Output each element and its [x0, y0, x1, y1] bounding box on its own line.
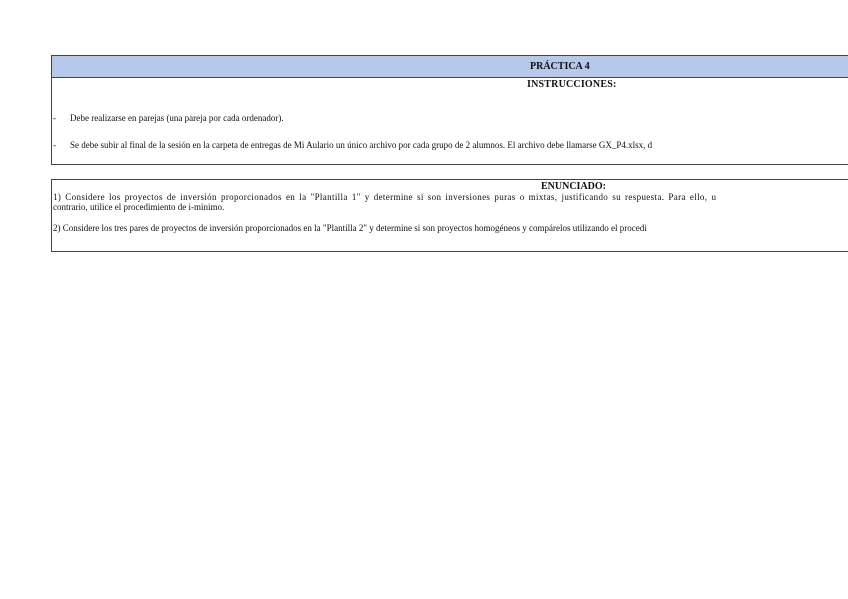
- statement-line-2: 2) Considere los tres pares de proyectos de inversión proporcionados en la "Plantilla 2" y determine si son proyectos homogéneos y compárelos utilizando el procedi: [53, 223, 647, 233]
- bullet-dash: -: [53, 140, 56, 150]
- statement-section: [51, 179, 848, 252]
- practice-title: PRÁCTICA 4: [530, 61, 590, 72]
- instruction-text: Se debe subir al final de la sesión en la carpeta de entregas de Mi Aulario un único archivo por cada grupo de 2 alumnos. El archivo debe llamarse GX_P4.xlsx, d: [70, 140, 653, 150]
- bullet-dash: -: [53, 113, 56, 123]
- instructions-section: [51, 55, 848, 165]
- statement-line-1: 1) Considere los proyectos de inversión proporcionados en la "Plantilla 1" y determine si son inversiones puras o mixtas, justificando su respuesta. Para ello, u: [53, 192, 717, 202]
- instructions-heading: INSTRUCCIONES:: [527, 79, 617, 90]
- spreadsheet-page: [51, 0, 848, 599]
- statement-heading: ENUNCIADO:: [541, 181, 606, 192]
- statement-line-1-continuation: contrario, utilice el procedimiento de i-mínimo.: [53, 202, 225, 212]
- instruction-text: Debe realizarse en parejas (una pareja por cada ordenador).: [70, 113, 284, 123]
- title-band: [52, 56, 848, 78]
